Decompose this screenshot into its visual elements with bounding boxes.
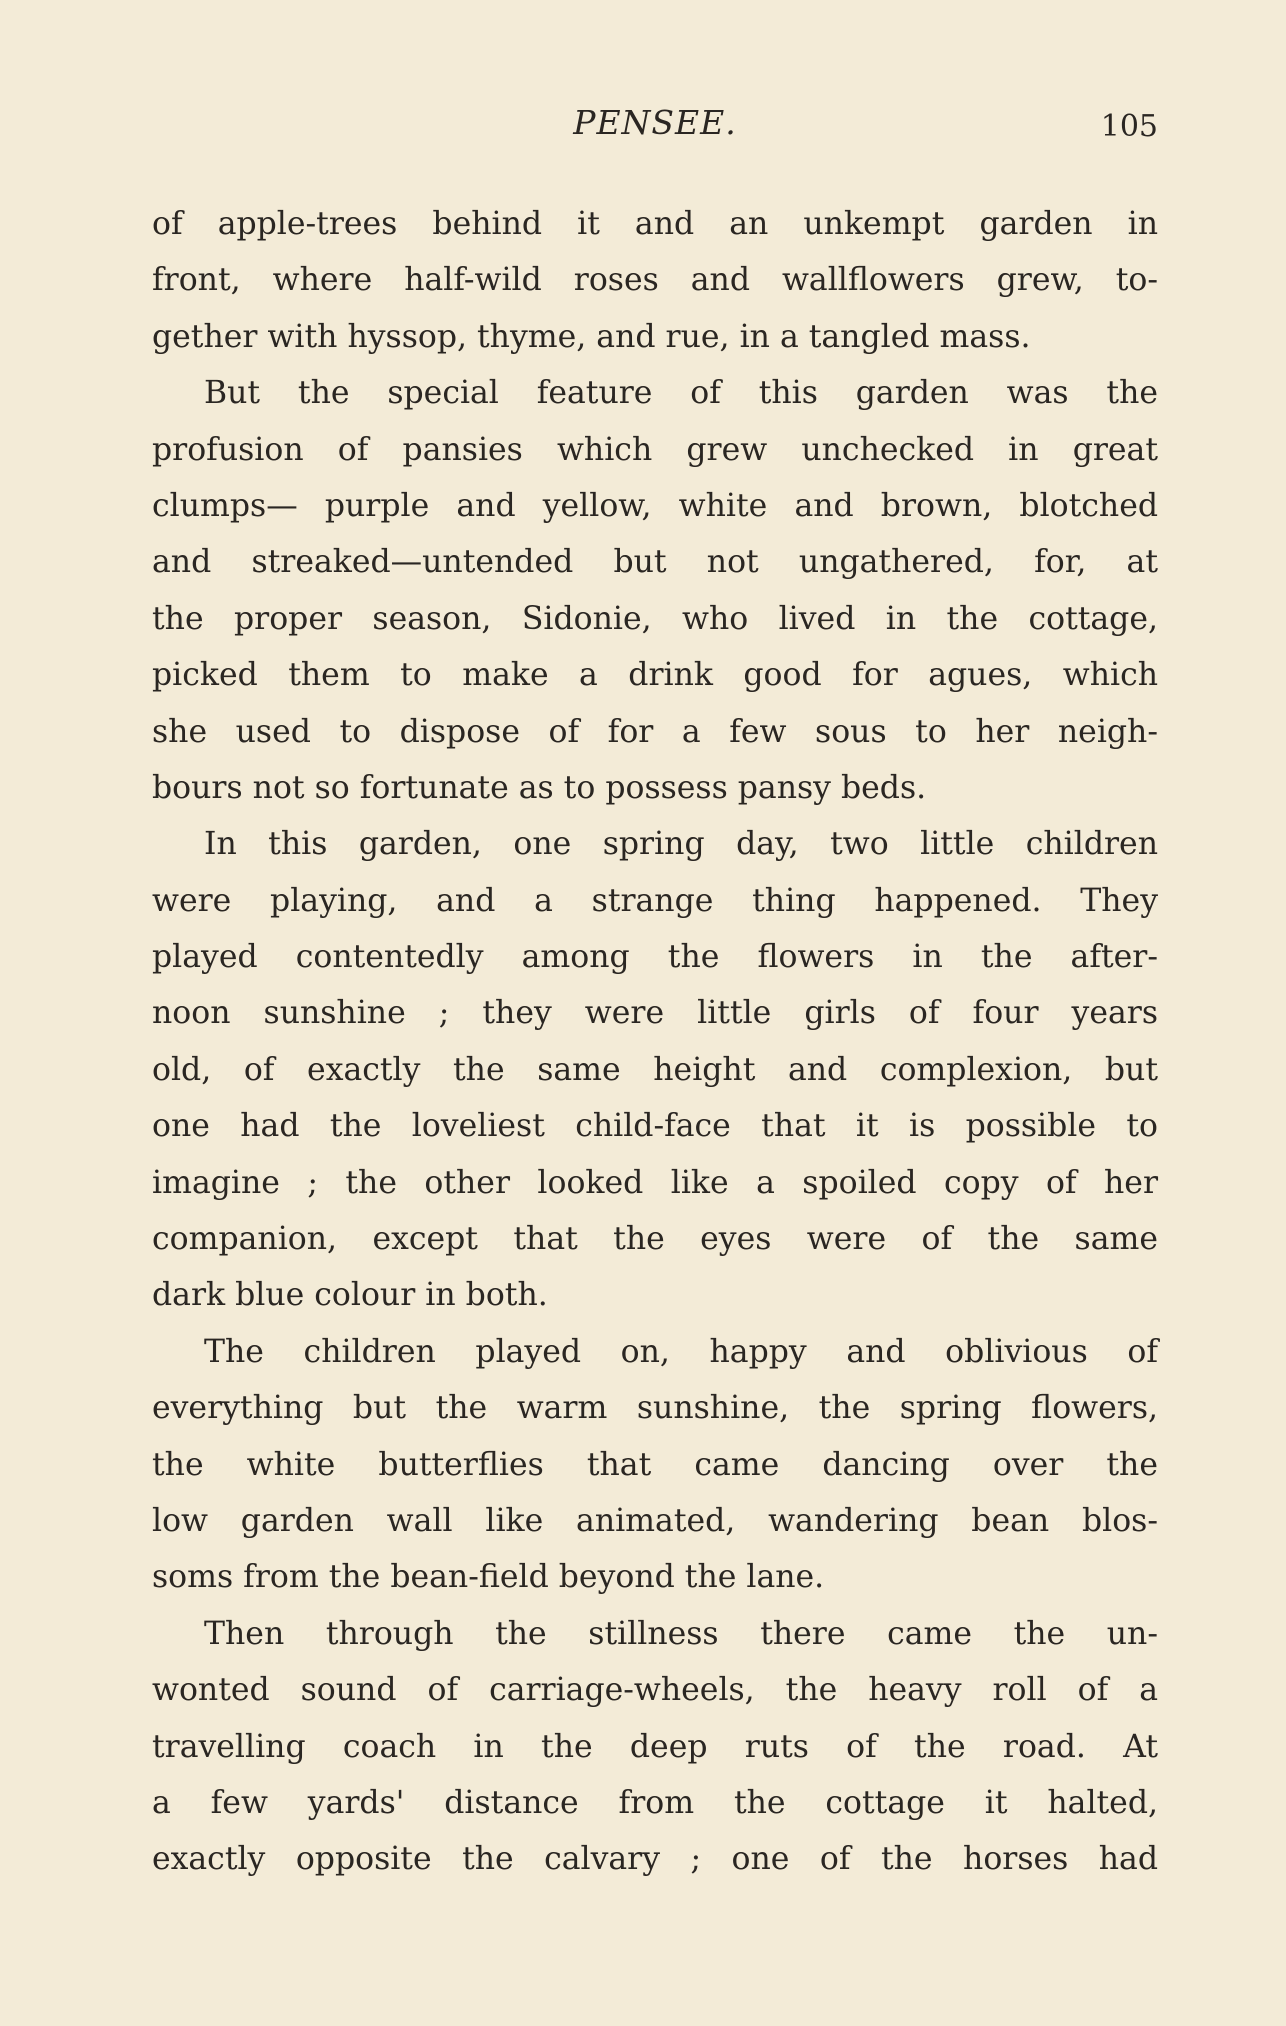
text-line: Then through the stillness there came the un- xyxy=(204,1615,1158,1652)
text-line: But the special feature of this garden was the xyxy=(204,375,1158,412)
body-text xyxy=(152,196,1158,1888)
text-line: everything but the warm sunshine, the spring flowers, xyxy=(152,1390,1158,1427)
text-line: front, where half-wild roses and wallflowers grew, to- xyxy=(152,262,1158,299)
text-line: In this garden, one spring day, two little children xyxy=(204,826,1158,863)
text-line: picked them to make a drink good for agues, which xyxy=(152,657,1158,694)
text-line: travelling coach in the deep ruts of the road. At xyxy=(152,1728,1158,1765)
text-line: one had the loveliest child-face that it is possible to xyxy=(152,1108,1158,1145)
page-number: 105 xyxy=(1100,109,1158,144)
text-line: bours not so fortunate as to possess pansy beds. xyxy=(152,769,927,806)
text-line: old, of exactly the same height and complexion, but xyxy=(152,1051,1158,1088)
text-line: exactly opposite the calvary ; one of the horses had xyxy=(152,1841,1158,1878)
text-line: were playing, and a strange thing happened. They xyxy=(152,882,1158,919)
text-line: of apple-trees behind it and an unkempt garden in xyxy=(152,206,1158,242)
running-head xyxy=(152,98,1158,148)
text-line: a few yards' distance from the cottage it halted, xyxy=(152,1784,1158,1821)
text-line: the proper season, Sidonie, who lived in the cottage, xyxy=(152,600,1158,637)
text-line: low garden wall like animated, wandering bean blos- xyxy=(152,1502,1158,1539)
text-line: the white butterflies that came dancing over the xyxy=(152,1446,1158,1483)
running-title: PENSEE. xyxy=(573,103,737,142)
text-line: The children played on, happy and oblivious of xyxy=(204,1333,1158,1370)
text-line: wonted sound of carriage-wheels, the heavy roll of a xyxy=(152,1672,1158,1709)
text-line: profusion of pansies which grew unchecked in great xyxy=(152,431,1158,468)
text-line: clumps— purple and yellow, white and brown, blotched xyxy=(152,487,1158,524)
text-line: gether with hyssop, thyme, and rue, in a tangled mass. xyxy=(152,318,1031,355)
text-line: noon sunshine ; they were little girls of four years xyxy=(152,995,1158,1032)
text-line: soms from the bean-field beyond the lane. xyxy=(152,1559,825,1596)
text-line: imagine ; the other looked like a spoiled copy of her xyxy=(152,1164,1158,1201)
text-line: played contentedly among the flowers in the after- xyxy=(152,939,1158,976)
text-line: she used to dispose of for a few sous to her neigh- xyxy=(152,713,1158,750)
text-line: and streaked—untended but not ungathered, for, at xyxy=(152,544,1158,581)
text-line: companion, except that the eyes were of the same xyxy=(152,1221,1158,1258)
text-line: dark blue colour in both. xyxy=(152,1277,548,1314)
